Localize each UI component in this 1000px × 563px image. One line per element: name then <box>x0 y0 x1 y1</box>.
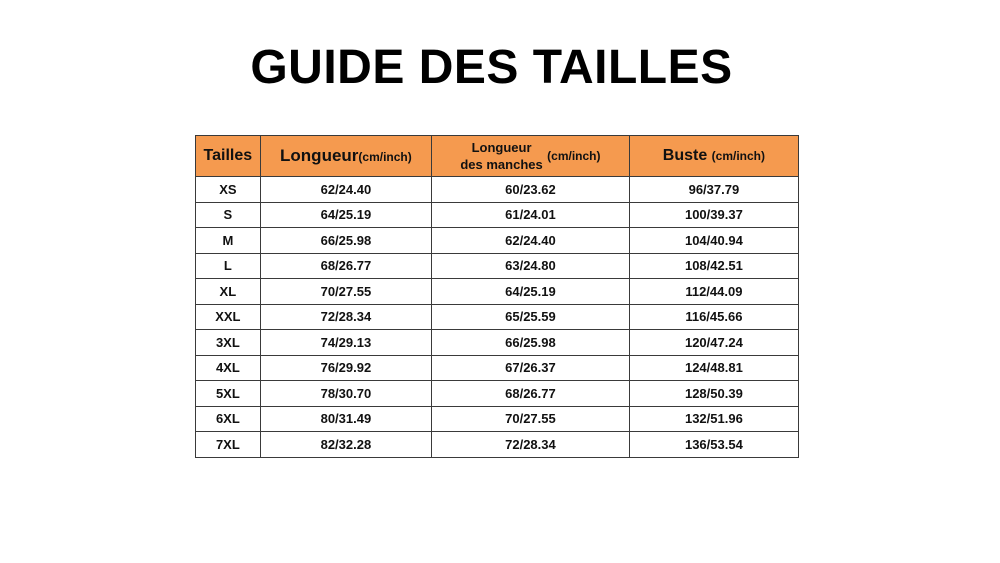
table-row <box>196 253 799 279</box>
cell-length: 70/27.55 <box>260 279 431 305</box>
cell-sleeve: 66/25.98 <box>432 330 630 356</box>
cell-bust: 132/51.96 <box>629 406 798 432</box>
table-row <box>196 330 799 356</box>
col-header-length <box>260 136 431 177</box>
col-header-sleeve <box>432 136 630 177</box>
cell-length: 68/26.77 <box>260 253 431 279</box>
table-row <box>196 355 799 381</box>
cell-sleeve: 64/25.19 <box>432 279 630 305</box>
col-bust-unit: (cm/inch) <box>711 149 766 163</box>
table-row <box>196 304 799 330</box>
cell-sleeve: 70/27.55 <box>432 406 630 432</box>
cell-sleeve: 67/26.37 <box>432 355 630 381</box>
cell-bust: 124/48.81 <box>629 355 798 381</box>
table-row <box>196 432 799 458</box>
col-header-bust <box>629 136 798 177</box>
cell-size: 5XL <box>196 381 261 407</box>
cell-size: XXL <box>196 304 261 330</box>
cell-bust: 100/39.37 <box>629 202 798 228</box>
cell-bust: 96/37.79 <box>629 177 798 203</box>
cell-sleeve: 61/24.01 <box>432 202 630 228</box>
cell-sleeve: 60/23.62 <box>432 177 630 203</box>
cell-length: 72/28.34 <box>260 304 431 330</box>
cell-size: L <box>196 253 261 279</box>
cell-bust: 120/47.24 <box>629 330 798 356</box>
cell-sleeve: 72/28.34 <box>432 432 630 458</box>
col-length-label: Longueur <box>280 146 359 165</box>
cell-bust: 128/50.39 <box>629 381 798 407</box>
cell-size: 7XL <box>196 432 261 458</box>
cell-bust: 104/40.94 <box>629 228 798 254</box>
col-sleeve-unit: (cm/inch) <box>547 149 601 164</box>
table-row <box>196 228 799 254</box>
cell-bust: 136/53.54 <box>629 432 798 458</box>
size-chart-table <box>195 135 799 458</box>
table-row <box>196 406 799 432</box>
cell-length: 62/24.40 <box>260 177 431 203</box>
cell-sleeve: 65/25.59 <box>432 304 630 330</box>
cell-length: 76/29.92 <box>260 355 431 381</box>
cell-length: 78/30.70 <box>260 381 431 407</box>
cell-sleeve: 62/24.40 <box>432 228 630 254</box>
cell-size: 6XL <box>196 406 261 432</box>
table-header-row <box>196 136 799 177</box>
col-sleeve-label: Longueur des manches <box>460 140 543 172</box>
table-row <box>196 279 799 305</box>
cell-bust: 112/44.09 <box>629 279 798 305</box>
cell-bust: 108/42.51 <box>629 253 798 279</box>
cell-size: M <box>196 228 261 254</box>
cell-length: 80/31.49 <box>260 406 431 432</box>
page-title: GUIDE DES TAILLES <box>250 41 733 94</box>
col-size-label: Tailles <box>203 147 253 164</box>
cell-size: 4XL <box>196 355 261 381</box>
col-length-unit: (cm/inch) <box>358 150 412 164</box>
col-bust-label: Buste <box>662 147 708 164</box>
table-row <box>196 202 799 228</box>
cell-size: XS <box>196 177 261 203</box>
cell-bust: 116/45.66 <box>629 304 798 330</box>
cell-length: 64/25.19 <box>260 202 431 228</box>
cell-sleeve: 68/26.77 <box>432 381 630 407</box>
cell-length: 74/29.13 <box>260 330 431 356</box>
cell-length: 82/32.28 <box>260 432 431 458</box>
table-row <box>196 177 799 203</box>
col-header-size <box>196 136 261 177</box>
cell-size: XL <box>196 279 261 305</box>
cell-size: 3XL <box>196 330 261 356</box>
cell-size: S <box>196 202 261 228</box>
table-row <box>196 381 799 407</box>
cell-sleeve: 63/24.80 <box>432 253 630 279</box>
cell-length: 66/25.98 <box>260 228 431 254</box>
